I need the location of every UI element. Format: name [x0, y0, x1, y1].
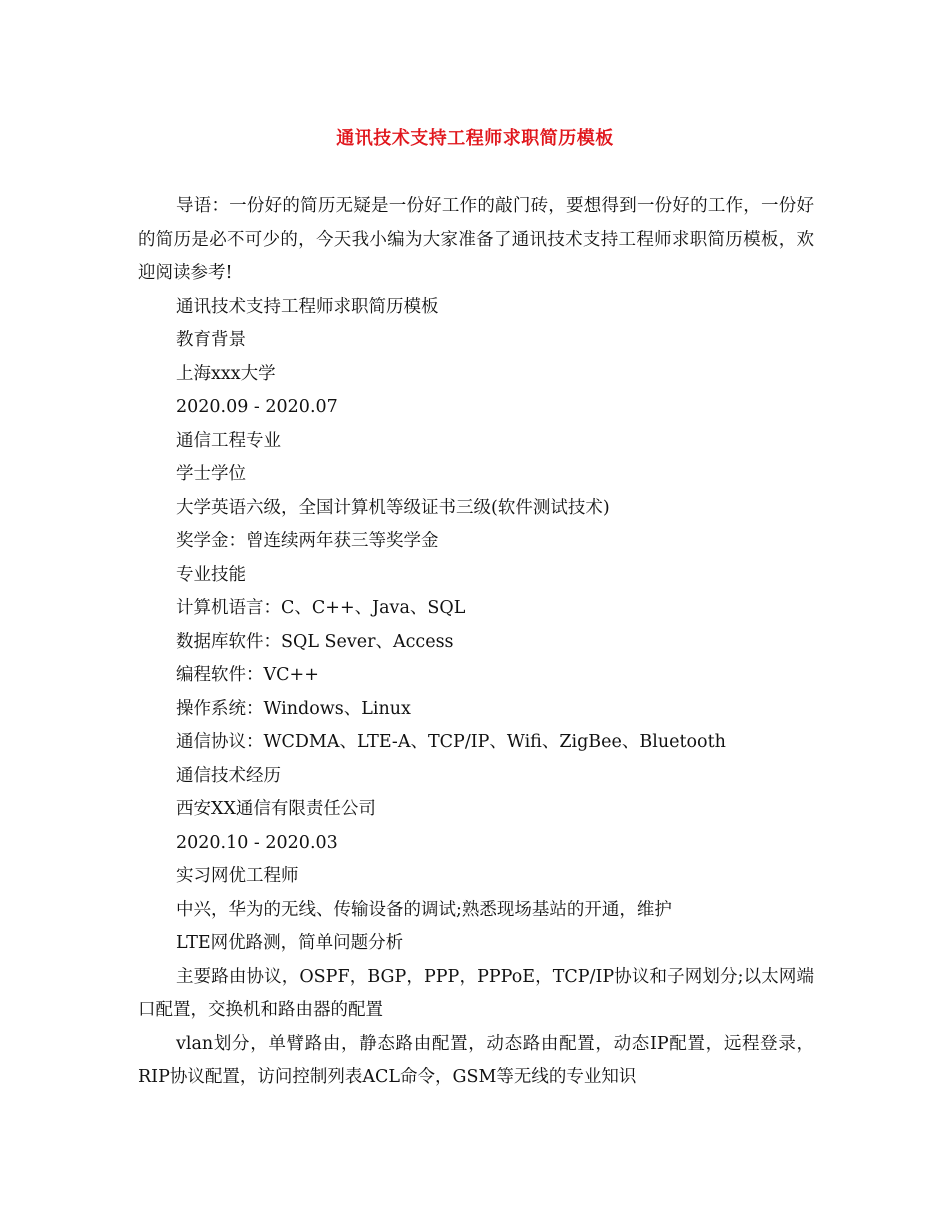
- experience-item-1: 中兴，华为的无线、传输设备的调试;熟悉现场基站的开通，维护: [176, 899, 672, 920]
- section-education: 教育背景: [176, 330, 246, 350]
- degree: 学士学位: [176, 464, 246, 484]
- scholarship: 奖学金：曾连续两年获三等奖学金: [176, 531, 439, 551]
- intro-paragraph: 导语：一份好的简历无疑是一份好工作的敲门砖，要想得到一份好的工作，一份好的简历是必不可少的，今天我小编为大家准备了通讯技术支持工程师求职简历模板，欢迎阅读参考!: [138, 196, 814, 283]
- major: 通信工程专业: [176, 430, 281, 451]
- resume-heading: 通讯技术支持工程师求职简历模板: [176, 296, 439, 317]
- skill-database: 数据库软件：SQL Sever、Access: [176, 631, 454, 652]
- experience-item-2: LTE网优路测，简单问题分析: [176, 933, 404, 953]
- certificates: 大学英语六级，全国计算机等级证书三级(软件测试技术): [176, 497, 610, 518]
- skill-protocols: 通信协议：WCDMA、LTE-A、TCP/IP、Wifi、ZigBee、Bluetooth: [176, 732, 726, 752]
- education-dates: 2020.09 - 2020.07: [176, 397, 338, 417]
- school-name: 上海xxx大学: [176, 363, 276, 384]
- company-name: 西安XX通信有限责任公司: [176, 799, 376, 819]
- experience-item-3: 主要路由协议，OSPF，BGP，PPP，PPPoE，TCP/IP协议和子网划分;以太网端口配置，交换机和路由器的配置: [138, 966, 814, 1020]
- experience-dates: 2020.10 - 2020.03: [176, 832, 338, 853]
- job-title: 实习网优工程师: [176, 866, 299, 886]
- section-experience: 通信技术经历: [176, 765, 281, 786]
- section-skills: 专业技能: [176, 564, 246, 585]
- document-title: 通讯技术支持工程师求职简历模板: [336, 128, 614, 149]
- document-body: [138, 190, 814, 1095]
- experience-item-4: vlan划分，单臂路由，静态路由配置，动态路由配置，动态IP配置，远程登录，RIP协议配置，访问控制列表ACL命令，GSM等无线的专业知识: [138, 1033, 814, 1087]
- skill-languages: 计算机语言：C、C++、Java、SQL: [176, 598, 466, 618]
- skill-os: 操作系统：Windows、Linux: [176, 698, 411, 719]
- skill-programming: 编程软件：VC++: [176, 665, 319, 685]
